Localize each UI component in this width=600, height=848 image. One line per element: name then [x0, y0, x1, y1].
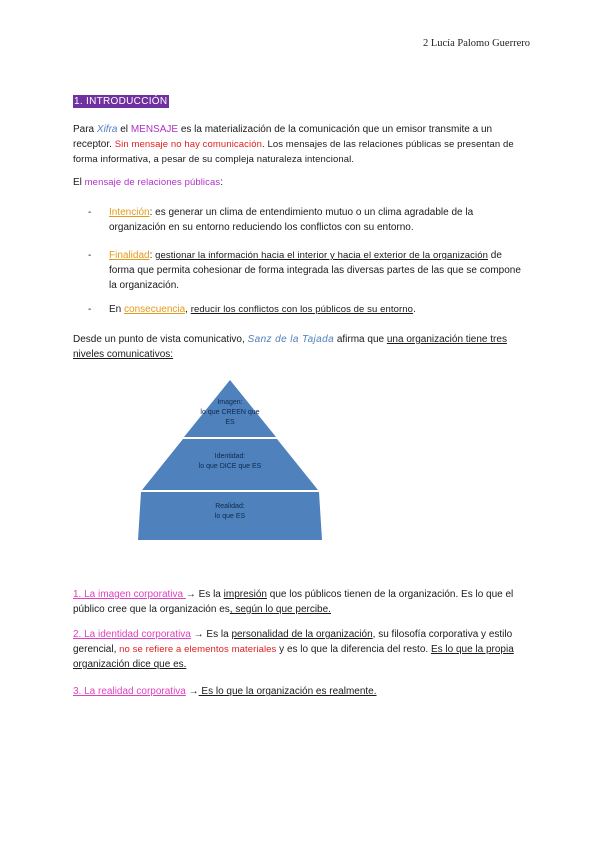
niveles-text-1: Desde un punto de vista comunicativo,: [73, 334, 248, 345]
sanz-author: Sanz de la Tajada: [247, 334, 335, 345]
realidad-corp-label: 3. La realidad corporativa: [73, 686, 186, 697]
sin-mensaje-highlight: Sin mensaje no hay comunicación: [114, 139, 262, 150]
realidad-corporativa-paragraph: [73, 684, 533, 699]
realidad-sub: lo que ES: [214, 513, 246, 520]
intro-text-2: el: [117, 124, 131, 135]
identidad-title: Identidad:: [214, 453, 246, 460]
bullet-intencion: [109, 205, 529, 235]
bullet-marker-intencion: -: [88, 207, 92, 218]
finalidad-text-1: :: [149, 250, 156, 261]
bullet-marker-finalidad: -: [88, 250, 92, 261]
imagen-corp-segun: , según lo que percibe.: [229, 604, 331, 615]
identidad-corporativa-paragraph: [73, 627, 533, 672]
identidad-corp-dice: Es lo que la propia organización dice que es.: [73, 644, 514, 670]
section-title: 1. INTRODUCCIÓN: [74, 96, 168, 107]
bullet-finalidad: [109, 248, 529, 293]
intro-paragraph: [73, 122, 533, 167]
pyramid-label-identidad: [170, 452, 290, 472]
mensaje-rp-text-2: :: [220, 177, 224, 188]
identidad-corp-personalidad: personalidad de la organización: [231, 629, 373, 640]
identidad-corp-no-materiales: no se refiere a elementos materiales: [119, 644, 277, 655]
mensaje-keyword: MENSAJE: [130, 124, 179, 135]
consecuencia-text-1: En: [109, 304, 125, 315]
identidad-corp-text-1: Es la: [203, 629, 232, 640]
consecuencia-label: consecuencia: [124, 304, 186, 315]
mensaje-rp-text-1: El: [73, 177, 85, 188]
consecuencia-text-3: .: [413, 304, 416, 315]
intencion-label: Intención: [109, 207, 150, 218]
imagen-corp-text-2: que los públicos tienen de la organización. Es lo que el público cree que la organización es: [73, 589, 514, 615]
realidad-title: Realidad:: [215, 503, 245, 510]
mensaje-rp-line: [73, 175, 533, 190]
consecuencia-underlined: reducir los conflictos con los públicos de su entorno: [190, 304, 414, 315]
pyramid-label-realidad: [170, 502, 290, 522]
niveles-paragraph: [73, 332, 533, 362]
identidad-corp-label: 2. La identidad corporativa: [73, 629, 191, 640]
intro-text-4: . Los mensajes de las relaciones públicas se presentan de forma informativa, a pesar de su compleja naturaleza intencional.: [73, 139, 514, 165]
identidad-sub: lo que DICE que ES: [198, 463, 262, 470]
niveles-text-2: afirma que: [334, 334, 387, 345]
consecuencia-text-2: ,: [185, 304, 191, 315]
imagen-corp-arrow: →: [185, 589, 196, 600]
intencion-text: : es generar un clima de entendimiento mutuo o un clima agradable de la organización en su entorno reduciendo los conflictos con su entorno.: [109, 207, 474, 233]
mensaje-rp-label: mensaje de relaciones públicas: [84, 177, 221, 188]
identidad-corp-text-2: , su filosofía corporativa y estilo gerencial,: [73, 629, 513, 655]
bullet-marker-consecuencia: -: [88, 304, 92, 315]
realidad-corp-realmente: Es lo que la organización es realmente.: [198, 686, 377, 697]
imagen-corp-impresion: impresión: [223, 589, 267, 600]
imagen-corp-text-1: Es la: [195, 589, 224, 600]
finalidad-underlined: gestionar la información hacia el interior y hacia el exterior de la organización: [155, 250, 489, 261]
realidad-corp-arrow: →: [185, 686, 199, 697]
finalidad-label: Finalidad: [109, 250, 150, 261]
bullet-consecuencia: [109, 302, 529, 317]
xifra-name: Xifra: [96, 124, 118, 135]
niveles-underlined: una organización tiene tres niveles comunicativos:: [73, 334, 507, 360]
identidad-corp-arrow: →: [190, 629, 204, 640]
pyramid-diagram: [138, 380, 322, 540]
intro-text-3: es la materialización de la comunicación que un emisor transmite a un receptor.: [73, 124, 493, 150]
intro-text-1: Para: [73, 124, 97, 135]
page-header-author: 2 Lucía Palomo Guerrero: [422, 38, 530, 49]
identidad-corp-text-3: y es lo que la diferencia del resto.: [276, 644, 431, 655]
imagen-title: Imagen:: [217, 399, 243, 406]
imagen-sub: lo que CREEN que ES: [200, 409, 260, 426]
finalidad-text-2: de forma que permita cohesionar de forma integrada las diversas partes de las que se compone la organización.: [109, 250, 521, 291]
pyramid-label-imagen: [170, 398, 290, 428]
imagen-corp-label: 1. La imagen corporativa: [73, 589, 186, 600]
imagen-corporativa-paragraph: [73, 587, 533, 617]
